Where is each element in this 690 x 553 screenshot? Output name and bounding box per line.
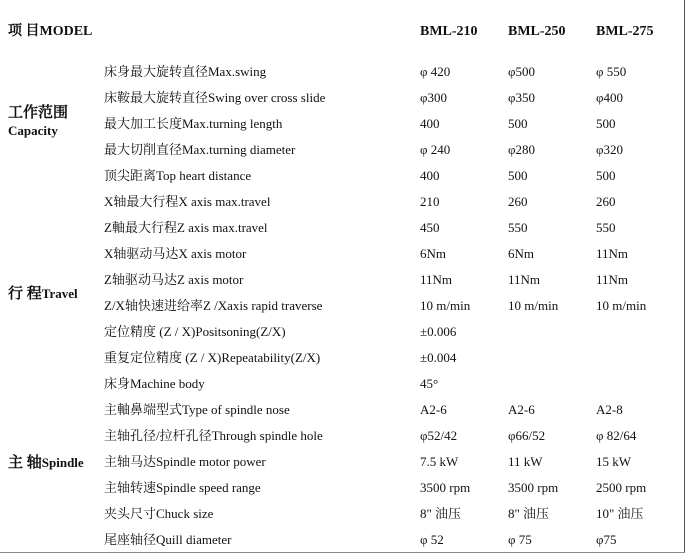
group-spindle-en: Spindle xyxy=(41,455,84,470)
group-capacity-en: Capacity xyxy=(8,123,58,138)
table-row xyxy=(0,215,685,241)
spec-value-bml-210: φ 240 xyxy=(420,142,451,157)
spec-name: X轴最大行程X axis max.travel xyxy=(104,194,271,209)
table-row xyxy=(0,137,685,163)
spec-value-bml-250: φ 75 xyxy=(508,532,532,547)
spec-value-bml-250: 8" 油压 xyxy=(508,506,550,521)
spec-value-bml-210: φ 52 xyxy=(420,532,444,547)
spec-value-bml-275: 15 kW xyxy=(596,454,632,469)
table-row xyxy=(0,449,685,475)
spec-value-bml-275: 11Nm xyxy=(596,246,629,261)
table-row xyxy=(0,345,685,371)
spec-name: 尾座轴径Quill diameter xyxy=(104,532,232,547)
table-row xyxy=(0,475,685,501)
table-row xyxy=(0,111,685,137)
spec-value-bml-275: φ320 xyxy=(596,142,624,157)
spec-value-bml-210: 3500 rpm xyxy=(420,480,471,495)
spec-value-bml-210: 10 m/min xyxy=(420,298,471,313)
spec-value-bml-275: 500 xyxy=(596,168,616,183)
spec-value-bml-210: 11Nm xyxy=(420,272,453,287)
model-header-3: BML-275 xyxy=(596,24,654,39)
spec-name: 床身Machine body xyxy=(104,376,205,391)
spec-value-bml-250: φ66/52 xyxy=(508,428,546,443)
spec-value-bml-275: A2-8 xyxy=(596,402,623,417)
spec-name: 夹头尺寸Chuck size xyxy=(104,506,214,521)
spec-name: 定位精度 (Z / X)Positsoning(Z/X) xyxy=(104,324,286,339)
spec-name: 主軸鼻端型式Type of spindle nose xyxy=(104,402,290,417)
spec-value-bml-210: ±0.004 xyxy=(420,350,457,365)
spec-name: Z軸最大行程Z axis max.travel xyxy=(104,220,268,235)
spec-value-bml-250: 11 kW xyxy=(508,454,543,469)
spec-value-bml-210: 400 xyxy=(420,116,440,131)
spec-name: 主轴转速Spindle speed range xyxy=(104,480,261,495)
group-capacity-zh: 工作范围 xyxy=(8,105,69,121)
spec-value-bml-210: φ52/42 xyxy=(420,428,458,443)
spec-value-bml-210: 210 xyxy=(420,194,440,209)
spec-value-bml-275: φ 82/64 xyxy=(596,428,637,443)
spec-value-bml-250: 260 xyxy=(508,194,528,209)
spec-value-bml-250: φ280 xyxy=(508,142,536,157)
item-model-header: 项 目MODEL xyxy=(8,24,93,39)
spec-value-bml-275: φ 550 xyxy=(596,64,627,79)
spec-value-bml-210: φ300 xyxy=(420,90,448,105)
table-row xyxy=(0,501,685,527)
group-travel-en: Travel xyxy=(41,286,78,301)
spec-value-bml-250: 500 xyxy=(508,116,528,131)
spec-name: Z/X轴快速进给率Z /Xaxis rapid traverse xyxy=(104,298,323,313)
spec-value-bml-275: 260 xyxy=(596,194,616,209)
table-row xyxy=(0,293,685,319)
spec-name: 床鞍最大旋转直径Swing over cross slide xyxy=(104,90,326,105)
right-border xyxy=(684,0,685,553)
group-spindle-zh: 主 轴 xyxy=(8,455,42,471)
table-row xyxy=(0,59,685,85)
spec-value-bml-210: 45° xyxy=(420,376,439,391)
table-row xyxy=(0,371,685,397)
spec-value-bml-210: φ 420 xyxy=(420,64,451,79)
table-row xyxy=(0,85,685,111)
table-row xyxy=(0,267,685,293)
spec-value-bml-275: 10" 油压 xyxy=(596,506,644,521)
spec-name: 主轴马达Spindle motor power xyxy=(104,454,266,469)
spec-name: Z轴驱动马达Z axis motor xyxy=(104,272,244,287)
spec-value-bml-275: 10 m/min xyxy=(596,298,647,313)
table-row xyxy=(0,163,685,189)
spec-value-bml-250: A2-6 xyxy=(508,402,535,417)
spec-value-bml-250: 3500 rpm xyxy=(508,480,559,495)
group-travel-zh: 行 程 xyxy=(8,286,42,302)
spec-value-bml-275: 2500 rpm xyxy=(596,480,647,495)
spec-value-bml-250: φ500 xyxy=(508,64,536,79)
spec-value-bml-250: φ350 xyxy=(508,90,536,105)
spec-value-bml-250: 10 m/min xyxy=(508,298,559,313)
table-row xyxy=(0,241,685,267)
spec-value-bml-210: 6Nm xyxy=(420,246,446,261)
model-header-1: BML-210 xyxy=(420,24,478,39)
spec-value-bml-210: 7.5 kW xyxy=(420,454,459,469)
spec-value-bml-275: 550 xyxy=(596,220,616,235)
spec-value-bml-250: 11Nm xyxy=(508,272,541,287)
spec-name: X轴驱动马达X axis motor xyxy=(104,246,247,261)
spec-value-bml-210: 8" 油压 xyxy=(420,506,462,521)
spec-value-bml-250: 550 xyxy=(508,220,528,235)
spec-value-bml-210: 400 xyxy=(420,168,440,183)
spec-value-bml-210: A2-6 xyxy=(420,402,447,417)
spec-name: 床身最大旋转直径Max.swing xyxy=(104,64,267,79)
spec-value-bml-275: φ400 xyxy=(596,90,624,105)
spec-value-bml-275: 500 xyxy=(596,116,616,131)
spec-value-bml-275: 11Nm xyxy=(596,272,629,287)
spec-name: 主轴孔径/拉杆孔径Through spindle hole xyxy=(104,428,323,443)
spec-value-bml-210: ±0.006 xyxy=(420,324,457,339)
spec-value-bml-250: 6Nm xyxy=(508,246,534,261)
spec-value-bml-275: φ75 xyxy=(596,532,617,547)
spec-value-bml-210: 450 xyxy=(420,220,440,235)
table-row xyxy=(0,319,685,345)
table-row xyxy=(0,527,685,553)
table-row xyxy=(0,423,685,449)
spec-name: 重复定位精度 (Z / X)Repeatability(Z/X) xyxy=(104,350,321,365)
spec-name: 顶尖距离Top heart distance xyxy=(104,168,252,183)
spec-name: 最大加工长度Max.turning length xyxy=(104,116,283,131)
table-row xyxy=(0,189,685,215)
model-header-2: BML-250 xyxy=(508,24,566,39)
spec-value-bml-250: 500 xyxy=(508,168,528,183)
table-row xyxy=(0,397,685,423)
spec-name: 最大切削直径Max.turning diameter xyxy=(104,142,296,157)
